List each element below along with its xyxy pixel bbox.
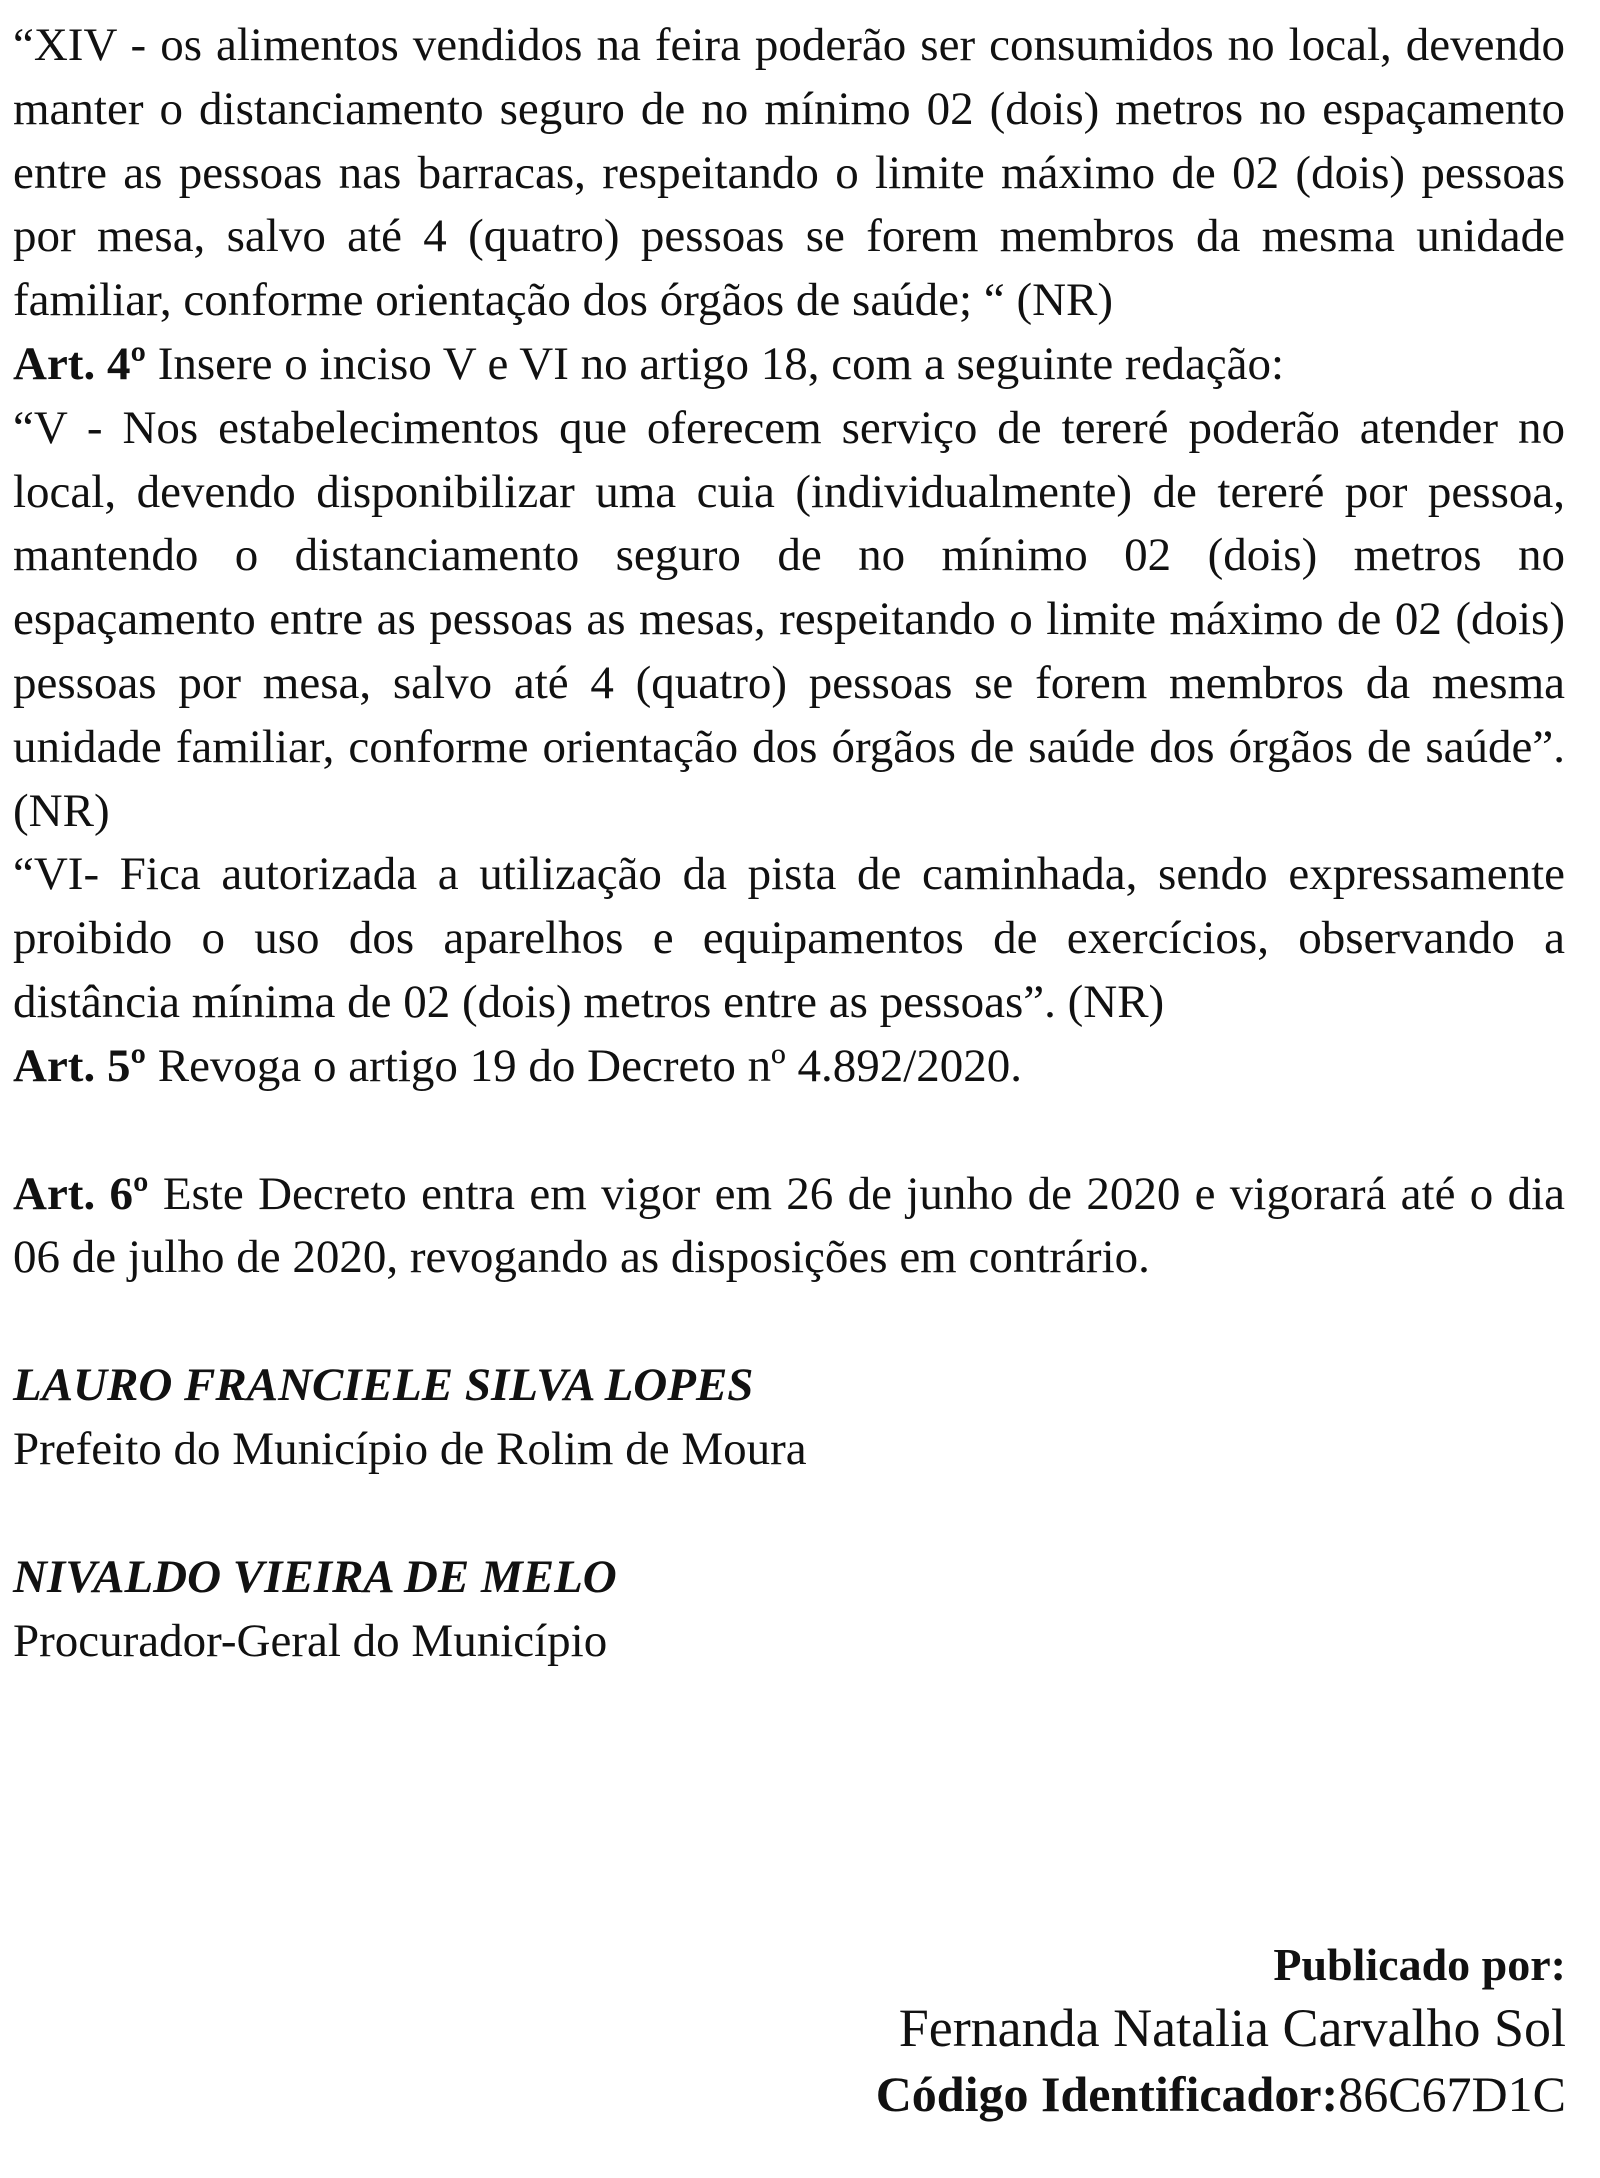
identifier-code-line <box>876 2061 1566 2127</box>
article-6-label: Art. 6º <box>13 1167 149 1220</box>
publisher-name: Fernanda Natalia Carvalho Sol <box>898 1998 1566 2058</box>
decree-document <box>13 14 1565 1673</box>
article-5-label: Art. 5º <box>13 1039 146 1092</box>
signature-block <box>13 1546 1565 1674</box>
article-6 <box>13 1163 1565 1291</box>
identifier-code: 86C67D1C <box>1338 2066 1566 2122</box>
article-4-label: Art. 4º <box>13 337 146 390</box>
clause-vi: “VI- Fica autorizada a utilização da pista de caminhada, sendo expressamente proibido o uso dos aparelhos e equipamentos de exercícios, observando a distância mínima de 02 (dois) metros entre as pessoas”. (NR) <box>13 848 1565 1028</box>
published-by-label: Publicado por: <box>1273 1939 1566 1990</box>
spacer <box>13 1290 1565 1354</box>
article-6-text: Este Decreto entra em vigor em 26 de junho de 2020 e vigorará até o dia 06 de julho de 2020, revogando as disposições em contrário. <box>13 1167 1565 1284</box>
signatory-role: Prefeito do Município de Rolim de Moura <box>13 1422 807 1475</box>
publication-info <box>876 1935 1566 2127</box>
article-5 <box>13 1035 1565 1099</box>
article-4 <box>13 333 1565 397</box>
signatory-name: NIVALDO VIEIRA DE MELO <box>13 1550 617 1603</box>
signatory-name: LAURO FRANCIELE SILVA LOPES <box>13 1359 754 1412</box>
signatory-role: Procurador-Geral do Município <box>13 1614 608 1667</box>
spacer <box>13 1099 1565 1163</box>
clause-v: “V - Nos estabelecimentos que oferecem serviço de tereré poderão atender no local, devendo disponibilizar uma cuia (individualmente) de tereré por pessoa, mantendo o distanciamento seguro de no mínimo 02 (dois) metros no espaçamento entre as pessoas as mesas, respeitando o limite máximo de 02 (dois) pessoas por mesa, salvo até 4 (quatro) pessoas se forem membros da mesma unidade familiar, conforme orientação dos órgãos de saúde dos órgãos de saúde”. (NR) <box>13 401 1565 837</box>
article-4-text: Insere o inciso V e VI no artigo 18, com a seguinte redação: <box>145 337 1285 390</box>
clause-xiv: “XIV - os alimentos vendidos na feira poderão ser consumidos no local, devendo manter o distanciamento seguro de no mínimo 02 (dois) metros no espaçamento entre as pessoas nas barracas, respeitando o limite máximo de 02 (dois) pessoas por mesa, salvo até 4 (quatro) pessoas se forem membros da mesma unidade familiar, conforme orientação dos órgãos de saúde; “ (NR) <box>13 19 1565 327</box>
spacer <box>13 1482 1565 1546</box>
identifier-code-label: Código Identificador: <box>875 2066 1339 2122</box>
article-5-text: Revoga o artigo 19 do Decreto nº 4.892/2020. <box>145 1039 1023 1092</box>
signature-block <box>13 1354 1565 1482</box>
